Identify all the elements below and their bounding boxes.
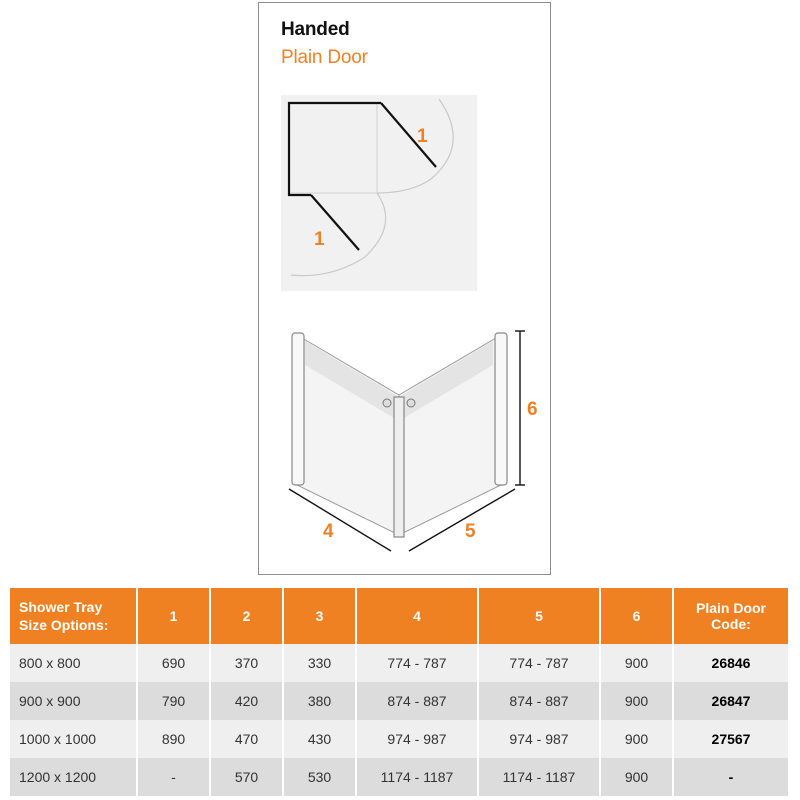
table-row <box>10 720 788 758</box>
card-subtitle: Plain Door <box>281 47 368 68</box>
cell-size: 1200 x 1200 <box>10 758 137 796</box>
cell-5: 1174 - 1187 <box>478 758 600 796</box>
left-handle <box>383 399 391 407</box>
table-row <box>10 682 788 720</box>
height-label: 6 <box>527 399 538 420</box>
header-col-4: 4 <box>356 588 478 644</box>
header-col-5: 5 <box>478 588 600 644</box>
cell-size: 1000 x 1000 <box>10 720 137 758</box>
cell-size: 900 x 900 <box>10 682 137 720</box>
cell-6: 900 <box>600 720 673 758</box>
plan-view-diagram <box>281 95 477 291</box>
cell-code: - <box>673 758 788 796</box>
cell-6: 900 <box>600 644 673 682</box>
cell-2: 570 <box>210 758 283 796</box>
center-post <box>394 397 404 537</box>
cell-1: 690 <box>137 644 210 682</box>
header-col-3: 3 <box>283 588 356 644</box>
cell-2: 370 <box>210 644 283 682</box>
cell-4: 774 - 787 <box>356 644 478 682</box>
header-tray-size <box>10 588 137 644</box>
size-options-table <box>10 588 788 796</box>
plan-door-label-top: 1 <box>417 126 428 147</box>
cell-4: 874 - 887 <box>356 682 478 720</box>
header-col-6: 6 <box>600 588 673 644</box>
header-door-code <box>673 588 788 644</box>
cell-3: 530 <box>283 758 356 796</box>
table-header-row <box>10 588 788 644</box>
header-col-1: 1 <box>137 588 210 644</box>
cell-6: 900 <box>600 758 673 796</box>
cell-code: 26847 <box>673 682 788 720</box>
cell-4: 974 - 987 <box>356 720 478 758</box>
cell-3: 380 <box>283 682 356 720</box>
cell-3: 430 <box>283 720 356 758</box>
cell-4: 1174 - 1187 <box>356 758 478 796</box>
cell-2: 420 <box>210 682 283 720</box>
cell-size: 800 x 800 <box>10 644 137 682</box>
cell-1: 890 <box>137 720 210 758</box>
right-wall-post <box>495 333 507 485</box>
table-row <box>10 644 788 682</box>
cell-3: 330 <box>283 644 356 682</box>
cell-5: 774 - 787 <box>478 644 600 682</box>
right-width-label: 5 <box>465 521 476 542</box>
diagram-card <box>258 2 551 575</box>
card-title: Handed <box>281 19 350 40</box>
cell-code: 26846 <box>673 644 788 682</box>
isometric-enclosure-diagram <box>279 321 539 561</box>
cell-6: 900 <box>600 682 673 720</box>
table-row <box>10 758 788 796</box>
cell-2: 470 <box>210 720 283 758</box>
plan-door-label-bottom: 1 <box>314 229 325 250</box>
header-door-code-line2: Code: <box>711 616 751 632</box>
cell-1: 790 <box>137 682 210 720</box>
header-tray-size-line1: Shower Tray <box>19 599 103 615</box>
cell-code: 27567 <box>673 720 788 758</box>
right-handle <box>407 399 415 407</box>
left-width-label: 4 <box>323 521 334 542</box>
header-col-2: 2 <box>210 588 283 644</box>
cell-1: - <box>137 758 210 796</box>
header-tray-size-line2: Size Options: <box>19 617 109 633</box>
cell-5: 874 - 887 <box>478 682 600 720</box>
header-door-code-line1: Plain Door <box>695 600 766 616</box>
cell-5: 974 - 987 <box>478 720 600 758</box>
left-wall-post <box>292 333 304 485</box>
